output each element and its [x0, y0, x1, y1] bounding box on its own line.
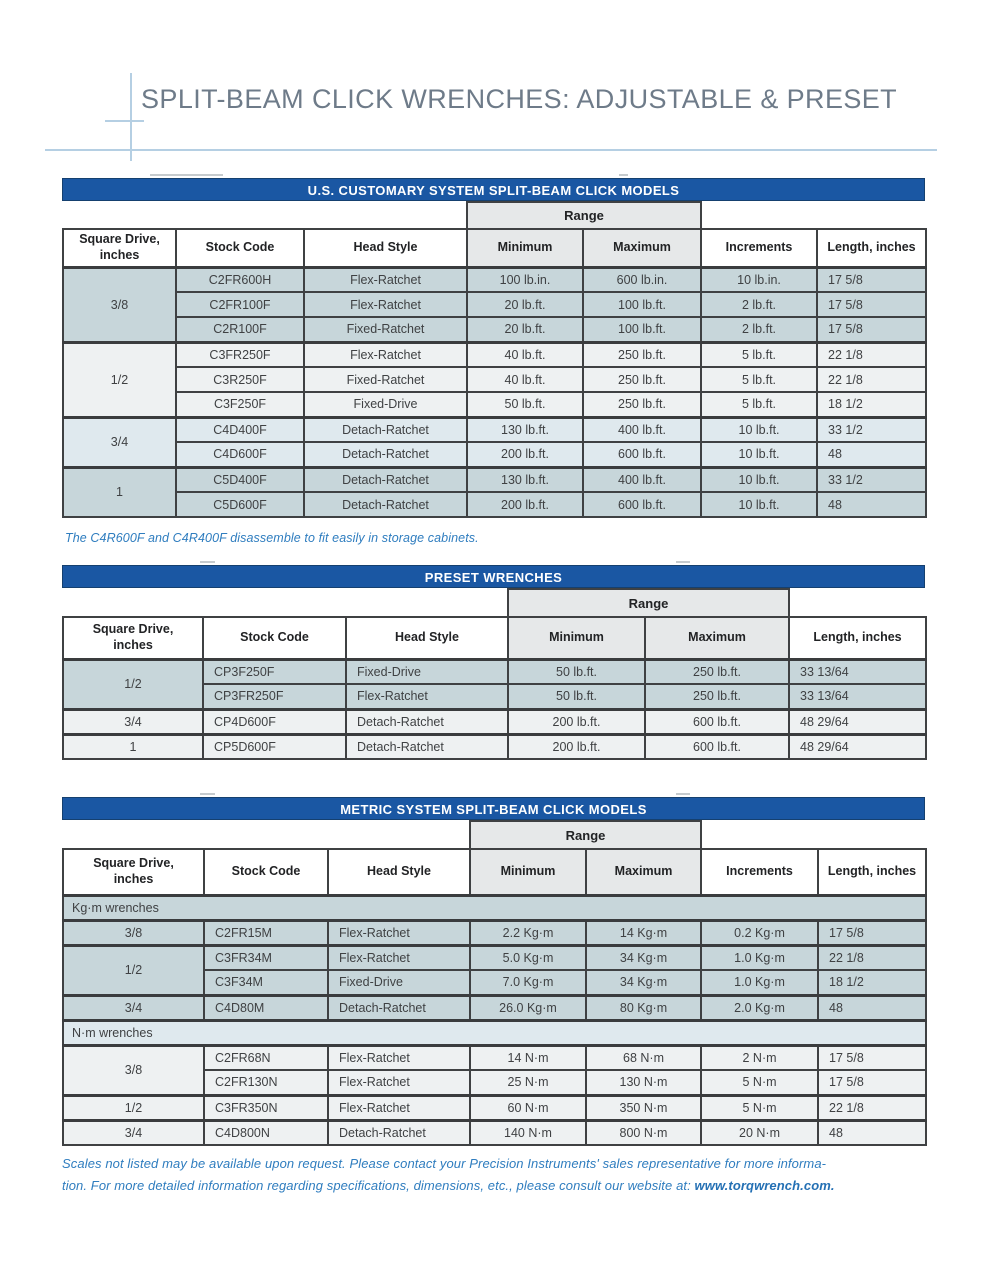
table-cell: C3F250F [176, 392, 304, 417]
table-cell: CP3FR250F [203, 684, 346, 709]
table-cell: 200 lb.ft. [508, 709, 645, 734]
table-cell: 1.0 Kg·m [701, 945, 818, 970]
metric-table-section [62, 797, 925, 1146]
table-cell: 130 lb.ft. [467, 467, 583, 492]
range-header-cell: Range [467, 202, 701, 229]
table-row [63, 995, 926, 1020]
table-cell: C4D80M [204, 995, 328, 1020]
range-row [63, 589, 926, 617]
table-cell: C3FR34M [204, 945, 328, 970]
table-cell: 14 Kg·m [586, 920, 701, 945]
table-cell: 7.0 Kg·m [470, 970, 586, 995]
header-row [63, 229, 926, 267]
footer-line-2: tion. For more detailed information regarding specifications, dimensions, etc., please consult our website at: www.torqwrench.com. [62, 1178, 835, 1193]
table-cell: CP3F250F [203, 659, 346, 684]
data-table [62, 820, 927, 1146]
table-cell: 25 N·m [470, 1070, 586, 1095]
drive-size-cell: 3/4 [63, 709, 203, 734]
range-row [63, 821, 926, 849]
table-cell: 17 5/8 [818, 1070, 926, 1095]
table-cell: 33 1/2 [817, 417, 926, 442]
table-cell: 80 Kg·m [586, 995, 701, 1020]
table-cell: 250 lb.ft. [583, 367, 701, 392]
table-cell: C4D400F [176, 417, 304, 442]
table-cell: 100 lb.ft. [583, 292, 701, 317]
table-cell: 5 lb.ft. [701, 342, 817, 367]
drive-size-cell: 1/2 [63, 1095, 204, 1120]
table-cell: C5D400F [176, 467, 304, 492]
table-cell: 40 lb.ft. [467, 367, 583, 392]
table-cell: Fixed-Ratchet [304, 367, 467, 392]
table-cell: 26.0 Kg·m [470, 995, 586, 1020]
column-header: Square Drive, inches [63, 617, 203, 659]
print-mark [150, 174, 223, 176]
table-row [63, 342, 926, 367]
table-cell: 10 lb.ft. [701, 417, 817, 442]
column-header: Stock Code [203, 617, 346, 659]
table-cell: C3F34M [204, 970, 328, 995]
table-banner: METRIC SYSTEM SPLIT-BEAM CLICK MODELS [62, 797, 925, 820]
table-banner: U.S. CUSTOMARY SYSTEM SPLIT-BEAM CLICK MODELS [62, 178, 925, 201]
table-cell: 130 N·m [586, 1070, 701, 1095]
table-cell: 10 lb.in. [701, 267, 817, 292]
table-cell: 5 N·m [701, 1095, 818, 1120]
print-mark [200, 561, 215, 563]
table-cell: 20 lb.ft. [467, 317, 583, 342]
table-cell: 34 Kg·m [586, 945, 701, 970]
table-cell: Detach-Ratchet [304, 417, 467, 442]
range-row [63, 202, 926, 229]
table-row [63, 734, 926, 759]
table-cell: Fixed-Drive [346, 659, 508, 684]
table-cell: 22 1/8 [817, 367, 926, 392]
table-cell: Flex-Ratchet [328, 1070, 470, 1095]
website-link: www.torqwrench.com. [694, 1178, 835, 1193]
table-cell: 22 1/8 [818, 945, 926, 970]
table-cell: 18 1/2 [817, 392, 926, 417]
table-cell: 50 lb.ft. [467, 392, 583, 417]
range-header-cell: Range [508, 589, 789, 617]
drive-size-cell: 1/2 [63, 659, 203, 709]
table-cell: 0.2 Kg·m [701, 920, 818, 945]
table-cell: 17 5/8 [818, 920, 926, 945]
table-cell: 2.2 Kg·m [470, 920, 586, 945]
table-row [63, 317, 926, 342]
table-cell: Flex-Ratchet [304, 267, 467, 292]
table-cell: 200 lb.ft. [467, 442, 583, 467]
blank-cell [63, 589, 508, 617]
column-header: Head Style [304, 229, 467, 267]
table-row [63, 920, 926, 945]
table-cell: 600 lb.ft. [645, 709, 789, 734]
table-cell: 22 1/8 [818, 1095, 926, 1120]
page-footer [62, 1153, 942, 1197]
drive-size-cell: 1 [63, 734, 203, 759]
table-cell: Flex-Ratchet [328, 1045, 470, 1070]
table-cell: Detach-Ratchet [304, 467, 467, 492]
column-header: Maximum [645, 617, 789, 659]
blank-cell [789, 589, 926, 617]
registration-vertical-line [130, 73, 132, 161]
page-title: SPLIT-BEAM CLICK WRENCHES: ADJUSTABLE & PRESET [141, 84, 898, 114]
section-label: Kg·m wrenches [63, 895, 926, 920]
section-row [63, 895, 926, 920]
column-header: Minimum [467, 229, 583, 267]
table-cell: C2FR600H [176, 267, 304, 292]
drive-size-cell: 3/8 [63, 920, 204, 945]
table-cell: 68 N·m [586, 1045, 701, 1070]
table-cell: 2 lb.ft. [701, 317, 817, 342]
table-cell: Detach-Ratchet [346, 709, 508, 734]
drive-size-cell: 3/4 [63, 995, 204, 1020]
table-cell: C2FR130N [204, 1070, 328, 1095]
table-footnote: The C4R600F and C4R400F disassemble to fit easily in storage cabinets. [65, 531, 479, 545]
table-cell: 17 5/8 [817, 267, 926, 292]
table-cell: Detach-Ratchet [328, 995, 470, 1020]
table-row [63, 392, 926, 417]
table-cell: 33 13/64 [789, 659, 926, 684]
table-cell: 200 lb.ft. [467, 492, 583, 517]
drive-size-cell: 1/2 [63, 342, 176, 417]
table-cell: Flex-Ratchet [304, 292, 467, 317]
table-cell: Fixed-Ratchet [304, 317, 467, 342]
table-row [63, 659, 926, 684]
table-cell: 48 29/64 [789, 734, 926, 759]
column-header: Increments [701, 849, 818, 895]
table-cell: 2 N·m [701, 1045, 818, 1070]
registration-tick [105, 120, 144, 122]
section-label: N·m wrenches [63, 1020, 926, 1045]
column-header: Head Style [328, 849, 470, 895]
table-row [63, 1095, 926, 1120]
table-cell: 5 lb.ft. [701, 367, 817, 392]
table-cell: Flex-Ratchet [328, 920, 470, 945]
table-row [63, 267, 926, 292]
table-cell: CP5D600F [203, 734, 346, 759]
header-row [63, 849, 926, 895]
table-row [63, 442, 926, 467]
table-cell: 17 5/8 [817, 317, 926, 342]
table-cell: Detach-Ratchet [346, 734, 508, 759]
table-cell: 18 1/2 [818, 970, 926, 995]
column-header: Stock Code [176, 229, 304, 267]
header-row [63, 617, 926, 659]
table-cell: Detach-Ratchet [328, 1120, 470, 1145]
table-cell: C2FR100F [176, 292, 304, 317]
range-header-cell: Range [470, 821, 701, 849]
table-cell: 5 lb.ft. [701, 392, 817, 417]
table-cell: 250 lb.ft. [645, 659, 789, 684]
table-cell: 48 29/64 [789, 709, 926, 734]
column-header: Length, inches [818, 849, 926, 895]
print-mark [200, 793, 215, 795]
column-header: Square Drive, inches [63, 849, 204, 895]
table-cell: 10 lb.ft. [701, 492, 817, 517]
table-row [63, 292, 926, 317]
table-cell: 2.0 Kg·m [701, 995, 818, 1020]
table-cell: 20 lb.ft. [467, 292, 583, 317]
table-row [63, 367, 926, 392]
table-cell: C5D600F [176, 492, 304, 517]
table-cell: 33 1/2 [817, 467, 926, 492]
table-cell: 600 lb.ft. [583, 492, 701, 517]
table-cell: 600 lb.in. [583, 267, 701, 292]
blank-cell [701, 821, 926, 849]
table-cell: Flex-Ratchet [328, 1095, 470, 1120]
table-banner: PRESET WRENCHES [62, 565, 925, 588]
column-header: Increments [701, 229, 817, 267]
table-cell: 400 lb.ft. [583, 467, 701, 492]
table-cell: 200 lb.ft. [508, 734, 645, 759]
table-cell: Flex-Ratchet [346, 684, 508, 709]
column-header: Square Drive, inches [63, 229, 176, 267]
table-cell: 140 N·m [470, 1120, 586, 1145]
table-cell: Fixed-Drive [304, 392, 467, 417]
table-cell: 600 lb.ft. [583, 442, 701, 467]
table-cell: 250 lb.ft. [645, 684, 789, 709]
table-row [63, 945, 926, 970]
table-cell: 100 lb.ft. [583, 317, 701, 342]
table-cell: 48 [818, 995, 926, 1020]
drive-size-cell: 3/4 [63, 417, 176, 467]
table-cell: C4D600F [176, 442, 304, 467]
column-header: Head Style [346, 617, 508, 659]
title-divider-line [45, 149, 937, 151]
table-cell: Detach-Ratchet [304, 492, 467, 517]
print-mark [676, 793, 690, 795]
table-cell: 600 lb.ft. [645, 734, 789, 759]
table-cell: 17 5/8 [817, 292, 926, 317]
column-header: Minimum [470, 849, 586, 895]
blank-cell [63, 202, 467, 229]
table-cell: C2FR68N [204, 1045, 328, 1070]
drive-size-cell: 1 [63, 467, 176, 517]
table-cell: 10 lb.ft. [701, 442, 817, 467]
table-cell: 1.0 Kg·m [701, 970, 818, 995]
column-header: Maximum [583, 229, 701, 267]
table-cell: C3FR350N [204, 1095, 328, 1120]
column-header: Maximum [586, 849, 701, 895]
print-mark [619, 174, 628, 176]
blank-cell [63, 821, 470, 849]
table-cell: CP4D600F [203, 709, 346, 734]
us-customary-table-section [62, 178, 925, 518]
table-cell: 34 Kg·m [586, 970, 701, 995]
table-cell: C3R250F [176, 367, 304, 392]
data-table [62, 201, 927, 518]
drive-size-cell: 3/4 [63, 1120, 204, 1145]
table-row [63, 1120, 926, 1145]
drive-size-cell: 3/8 [63, 1045, 204, 1095]
drive-size-cell: 1/2 [63, 945, 204, 995]
table-cell: 33 13/64 [789, 684, 926, 709]
column-header: Stock Code [204, 849, 328, 895]
table-cell: 800 N·m [586, 1120, 701, 1145]
table-cell: 250 lb.ft. [583, 392, 701, 417]
data-table [62, 588, 927, 760]
table-cell: C3FR250F [176, 342, 304, 367]
table-cell: 350 N·m [586, 1095, 701, 1120]
table-cell: 48 [817, 442, 926, 467]
table-cell: 10 lb.ft. [701, 467, 817, 492]
column-header: Minimum [508, 617, 645, 659]
table-cell: 50 lb.ft. [508, 659, 645, 684]
preset-wrenches-table-section [62, 565, 925, 760]
table-cell: 22 1/8 [817, 342, 926, 367]
table-cell: 5.0 Kg·m [470, 945, 586, 970]
table-cell: 2 lb.ft. [701, 292, 817, 317]
table-row [63, 417, 926, 442]
table-cell: 5 N·m [701, 1070, 818, 1095]
table-cell: 48 [817, 492, 926, 517]
table-row [63, 1045, 926, 1070]
section-row [63, 1020, 926, 1045]
table-cell: 60 N·m [470, 1095, 586, 1120]
blank-cell [701, 202, 926, 229]
print-mark [676, 561, 690, 563]
column-header: Length, inches [789, 617, 926, 659]
column-header: Length, inches [817, 229, 926, 267]
table-row [63, 709, 926, 734]
table-cell: Detach-Ratchet [304, 442, 467, 467]
table-cell: 100 lb.in. [467, 267, 583, 292]
table-row [63, 467, 926, 492]
footer-line-1: Scales not listed may be available upon request. Please contact your Precision Instruments' sales representative for more informa- [62, 1156, 827, 1171]
table-cell: 250 lb.ft. [583, 342, 701, 367]
table-cell: 400 lb.ft. [583, 417, 701, 442]
table-cell: Flex-Ratchet [304, 342, 467, 367]
table-cell: C2FR15M [204, 920, 328, 945]
table-cell: 14 N·m [470, 1045, 586, 1070]
table-cell: 50 lb.ft. [508, 684, 645, 709]
table-cell: 130 lb.ft. [467, 417, 583, 442]
table-cell: Fixed-Drive [328, 970, 470, 995]
table-cell: 48 [818, 1120, 926, 1145]
table-cell: 17 5/8 [818, 1045, 926, 1070]
table-cell: 20 N·m [701, 1120, 818, 1145]
table-row [63, 492, 926, 517]
table-cell: C4D800N [204, 1120, 328, 1145]
table-cell: Flex-Ratchet [328, 945, 470, 970]
table-cell: 40 lb.ft. [467, 342, 583, 367]
table-cell: C2R100F [176, 317, 304, 342]
drive-size-cell: 3/8 [63, 267, 176, 342]
